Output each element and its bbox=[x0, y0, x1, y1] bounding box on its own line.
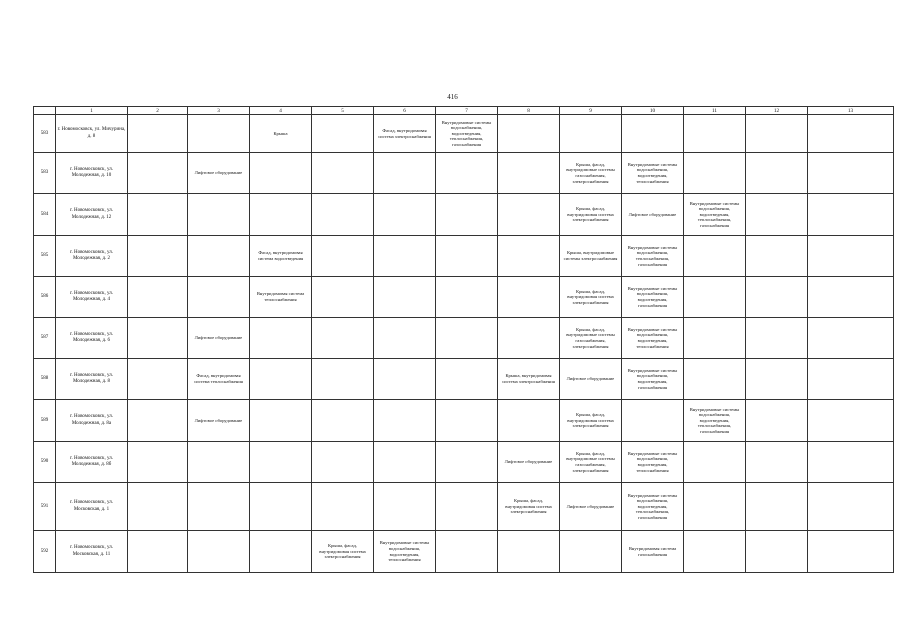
work-cell-col-4 bbox=[250, 318, 312, 359]
table-row bbox=[34, 318, 894, 359]
header-cell: 5 bbox=[312, 107, 374, 115]
work-cell-col-13 bbox=[808, 359, 894, 400]
table-row bbox=[34, 359, 894, 400]
work-cell-col-2 bbox=[128, 277, 188, 318]
work-cell-col-4 bbox=[250, 153, 312, 194]
work-cell-col-8: Крыша, внутридомовая система электроснабжения bbox=[498, 359, 560, 400]
work-cell-col-4: Внутридомовая система теплоснабжения bbox=[250, 277, 312, 318]
row-number-cell: 590 bbox=[34, 442, 56, 483]
work-cell-col-5 bbox=[312, 115, 374, 153]
address-cell: г. Новомосковск, ул. Молодежная, д. 8б bbox=[56, 442, 128, 483]
work-cell-col-8 bbox=[498, 277, 560, 318]
work-cell-col-6: Внутридомовые системы водоснабжения, водоотведения, теплоснабжения bbox=[374, 531, 436, 573]
work-cell-col-6: Фасад, внутридомовая система электроснабжения bbox=[374, 115, 436, 153]
work-cell-col-3 bbox=[188, 236, 250, 277]
work-cell-col-10 bbox=[622, 115, 684, 153]
work-cell-col-9: Крыша, фасад, внутридомовые системы газоснабжения, электроснабжения bbox=[560, 318, 622, 359]
work-cell-col-9: Крыша, фасад, внутридомовые системы газоснабжения, электроснабжения bbox=[560, 153, 622, 194]
work-cell-col-10: Внутридомовые системы водоснабжения, теплоснабжения, газоснабжения bbox=[622, 236, 684, 277]
work-cell-col-7 bbox=[436, 277, 498, 318]
work-cell-col-12 bbox=[746, 194, 808, 236]
schedule-table bbox=[33, 106, 894, 573]
header-cell: 11 bbox=[684, 107, 746, 115]
work-cell-col-9: Крыша, внутридомовые системы электроснабжения bbox=[560, 236, 622, 277]
row-number-cell: 583 bbox=[34, 115, 56, 153]
row-number-cell: 587 bbox=[34, 318, 56, 359]
address-cell: г. Новомосковск, ул. Молодежная, д. 8 bbox=[56, 359, 128, 400]
work-cell-col-3 bbox=[188, 194, 250, 236]
work-cell-col-4 bbox=[250, 442, 312, 483]
work-cell-col-3 bbox=[188, 531, 250, 573]
work-cell-col-2 bbox=[128, 442, 188, 483]
work-cell-col-4 bbox=[250, 531, 312, 573]
table-row bbox=[34, 236, 894, 277]
row-number-cell: 591 bbox=[34, 483, 56, 531]
work-cell-col-5 bbox=[312, 442, 374, 483]
address-cell: г. Новомосковск, ул. Молодежная, д. 8а bbox=[56, 400, 128, 442]
work-cell-col-13 bbox=[808, 442, 894, 483]
work-cell-col-12 bbox=[746, 531, 808, 573]
work-cell-col-12 bbox=[746, 277, 808, 318]
header-cell: 13 bbox=[808, 107, 894, 115]
row-number-cell: 584 bbox=[34, 194, 56, 236]
work-cell-col-3: Фасад, внутридомовая система теплоснабжения bbox=[188, 359, 250, 400]
work-cell-col-6 bbox=[374, 236, 436, 277]
work-cell-col-8 bbox=[498, 531, 560, 573]
header-cell: 1 bbox=[56, 107, 128, 115]
work-cell-col-12 bbox=[746, 318, 808, 359]
work-cell-col-13 bbox=[808, 318, 894, 359]
row-number-cell: 589 bbox=[34, 400, 56, 442]
work-cell-col-10: Внутридомовые системы водоснабжения, водоотведения, теплоснабжения, газоснабжения bbox=[622, 483, 684, 531]
work-cell-col-7 bbox=[436, 359, 498, 400]
header-row bbox=[34, 107, 894, 115]
work-cell-col-9: Лифтовое оборудование bbox=[560, 483, 622, 531]
work-cell-col-4: Фасад, внутридомовая система водоотведения bbox=[250, 236, 312, 277]
work-cell-col-9: Крыша, фасад, внутридомовая система электроснабжения bbox=[560, 400, 622, 442]
address-cell: г. Новомосковск, ул. Московская, д. 1 bbox=[56, 483, 128, 531]
work-cell-col-8 bbox=[498, 115, 560, 153]
work-cell-col-2 bbox=[128, 318, 188, 359]
work-cell-col-2 bbox=[128, 115, 188, 153]
work-cell-col-2 bbox=[128, 236, 188, 277]
work-cell-col-3 bbox=[188, 442, 250, 483]
work-cell-col-9: Лифтовое оборудование bbox=[560, 359, 622, 400]
work-cell-col-12 bbox=[746, 115, 808, 153]
work-cell-col-12 bbox=[746, 400, 808, 442]
work-cell-col-2 bbox=[128, 531, 188, 573]
work-cell-col-8 bbox=[498, 400, 560, 442]
work-cell-col-6 bbox=[374, 318, 436, 359]
row-number-cell: 583 bbox=[34, 153, 56, 194]
work-cell-col-4 bbox=[250, 483, 312, 531]
work-cell-col-2 bbox=[128, 359, 188, 400]
work-cell-col-3 bbox=[188, 483, 250, 531]
table-row bbox=[34, 194, 894, 236]
work-cell-col-10: Лифтовое оборудование bbox=[622, 194, 684, 236]
work-cell-col-2 bbox=[128, 153, 188, 194]
work-cell-col-6 bbox=[374, 359, 436, 400]
work-cell-col-6 bbox=[374, 442, 436, 483]
table-row bbox=[34, 115, 894, 153]
work-cell-col-9 bbox=[560, 115, 622, 153]
work-cell-col-6 bbox=[374, 277, 436, 318]
work-cell-col-11 bbox=[684, 442, 746, 483]
work-cell-col-5 bbox=[312, 194, 374, 236]
work-cell-col-12 bbox=[746, 442, 808, 483]
work-cell-col-13 bbox=[808, 236, 894, 277]
work-cell-col-11 bbox=[684, 277, 746, 318]
work-cell-col-12 bbox=[746, 483, 808, 531]
work-cell-col-5 bbox=[312, 483, 374, 531]
table-row bbox=[34, 153, 894, 194]
work-cell-col-3: Лифтовое оборудование bbox=[188, 400, 250, 442]
work-cell-col-3 bbox=[188, 277, 250, 318]
work-cell-col-12 bbox=[746, 153, 808, 194]
header-cell: 12 bbox=[746, 107, 808, 115]
work-cell-col-5 bbox=[312, 236, 374, 277]
work-cell-col-11: Внутридомовые системы водоснабжения, водоотведения, теплоснабжения, газоснабжения bbox=[684, 400, 746, 442]
work-cell-col-8 bbox=[498, 318, 560, 359]
table-row bbox=[34, 483, 894, 531]
work-cell-col-10: Внутридомовые системы водоснабжения, водоотведения, газоснабжения bbox=[622, 277, 684, 318]
work-cell-col-10: Внутридомовые системы водоснабжения, водоотведения, газоснабжения bbox=[622, 359, 684, 400]
work-cell-col-8 bbox=[498, 236, 560, 277]
work-cell-col-7 bbox=[436, 483, 498, 531]
work-cell-col-11 bbox=[684, 115, 746, 153]
work-cell-col-11 bbox=[684, 531, 746, 573]
work-cell-col-8: Крыша, фасад, внутридомовая система электроснабжения bbox=[498, 483, 560, 531]
work-cell-col-7 bbox=[436, 442, 498, 483]
work-cell-col-3: Лифтовое оборудование bbox=[188, 153, 250, 194]
work-cell-col-13 bbox=[808, 153, 894, 194]
work-cell-col-10 bbox=[622, 400, 684, 442]
address-cell: г. Новомосковск, ул. Молодежная, д. 10 bbox=[56, 153, 128, 194]
work-cell-col-11 bbox=[684, 236, 746, 277]
work-cell-col-2 bbox=[128, 483, 188, 531]
table-row bbox=[34, 442, 894, 483]
work-cell-col-9 bbox=[560, 531, 622, 573]
work-cell-col-11 bbox=[684, 318, 746, 359]
work-cell-col-4 bbox=[250, 194, 312, 236]
work-cell-col-6 bbox=[374, 153, 436, 194]
work-cell-col-4 bbox=[250, 359, 312, 400]
work-cell-col-13 bbox=[808, 531, 894, 573]
work-cell-col-3 bbox=[188, 115, 250, 153]
work-cell-col-9: Крыша, фасад, внутридомовые системы газоснабжения, электроснабжения bbox=[560, 442, 622, 483]
row-number-cell: 592 bbox=[34, 531, 56, 573]
work-cell-col-7: Внутридомовые системы водоснабжения, водоотведения, теплоснабжения, газоснабжения bbox=[436, 115, 498, 153]
header-cell: 10 bbox=[622, 107, 684, 115]
work-cell-col-13 bbox=[808, 194, 894, 236]
work-cell-col-5 bbox=[312, 277, 374, 318]
work-cell-col-11 bbox=[684, 153, 746, 194]
work-cell-col-13 bbox=[808, 115, 894, 153]
work-cell-col-9: Крыша, фасад, внутридомовая система электроснабжения bbox=[560, 277, 622, 318]
work-cell-col-2 bbox=[128, 194, 188, 236]
work-cell-col-10: Внутридомовая система газоснабжения bbox=[622, 531, 684, 573]
row-number-cell: 585 bbox=[34, 236, 56, 277]
work-cell-col-8 bbox=[498, 153, 560, 194]
work-cell-col-6 bbox=[374, 483, 436, 531]
work-cell-col-12 bbox=[746, 236, 808, 277]
header-cell: 7 bbox=[436, 107, 498, 115]
table-row bbox=[34, 400, 894, 442]
work-cell-col-8 bbox=[498, 194, 560, 236]
work-cell-col-10: Внутридомовые системы водоснабжения, водоотведения, теплоснабжения bbox=[622, 442, 684, 483]
work-cell-col-5 bbox=[312, 400, 374, 442]
work-cell-col-11 bbox=[684, 359, 746, 400]
header-cell: 3 bbox=[188, 107, 250, 115]
table-row bbox=[34, 531, 894, 573]
work-cell-col-5: Крыша, фасад, внутридомовая система электроснабжения bbox=[312, 531, 374, 573]
address-cell: г. Новомосковск, ул. Молодежная, д. 2 bbox=[56, 236, 128, 277]
work-cell-col-6 bbox=[374, 194, 436, 236]
work-cell-col-13 bbox=[808, 400, 894, 442]
work-cell-col-7 bbox=[436, 194, 498, 236]
work-cell-col-8: Лифтовое оборудование bbox=[498, 442, 560, 483]
work-cell-col-12 bbox=[746, 359, 808, 400]
work-cell-col-11 bbox=[684, 483, 746, 531]
header-cell: 8 bbox=[498, 107, 560, 115]
header-cell: 2 bbox=[128, 107, 188, 115]
header-cell: 4 bbox=[250, 107, 312, 115]
address-cell: г. Новомосковск, ул. Московская, д. 11 bbox=[56, 531, 128, 573]
work-cell-col-10: Внутридомовые системы водоснабжения, водоотведения, теплоснабжения bbox=[622, 318, 684, 359]
work-cell-col-5 bbox=[312, 359, 374, 400]
work-cell-col-5 bbox=[312, 153, 374, 194]
address-cell: г. Новомосковск, ул. Молодежная, д. 6 bbox=[56, 318, 128, 359]
header-cell: 6 bbox=[374, 107, 436, 115]
work-cell-col-7 bbox=[436, 531, 498, 573]
work-cell-col-6 bbox=[374, 400, 436, 442]
work-cell-col-5 bbox=[312, 318, 374, 359]
work-cell-col-4: Крыша bbox=[250, 115, 312, 153]
work-cell-col-13 bbox=[808, 277, 894, 318]
work-cell-col-2 bbox=[128, 400, 188, 442]
header-cell: 9 bbox=[560, 107, 622, 115]
work-cell-col-7 bbox=[436, 153, 498, 194]
header-cell-blank bbox=[34, 107, 56, 115]
address-cell: г. Новомосковск, ул. Мичурина, д. 8 bbox=[56, 115, 128, 153]
address-cell: г. Новомосковск, ул. Молодежная, д. 4 bbox=[56, 277, 128, 318]
work-cell-col-13 bbox=[808, 483, 894, 531]
work-cell-col-7 bbox=[436, 318, 498, 359]
work-cell-col-7 bbox=[436, 236, 498, 277]
work-cell-col-11: Внутридомовые системы водоснабжения, водоотведения, теплоснабжения, газоснабжения bbox=[684, 194, 746, 236]
table-row bbox=[34, 277, 894, 318]
work-cell-col-10: Внутридомовые системы водоснабжения, водоотведения, теплоснабжения bbox=[622, 153, 684, 194]
work-cell-col-3: Лифтовое оборудование bbox=[188, 318, 250, 359]
work-cell-col-9: Крыша, фасад, внутридомовая система электроснабжения bbox=[560, 194, 622, 236]
work-cell-col-7 bbox=[436, 400, 498, 442]
address-cell: г. Новомосковск, ул. Молодежная, д. 12 bbox=[56, 194, 128, 236]
page-number: 416 bbox=[447, 93, 458, 101]
row-number-cell: 588 bbox=[34, 359, 56, 400]
work-cell-col-4 bbox=[250, 400, 312, 442]
row-number-cell: 586 bbox=[34, 277, 56, 318]
